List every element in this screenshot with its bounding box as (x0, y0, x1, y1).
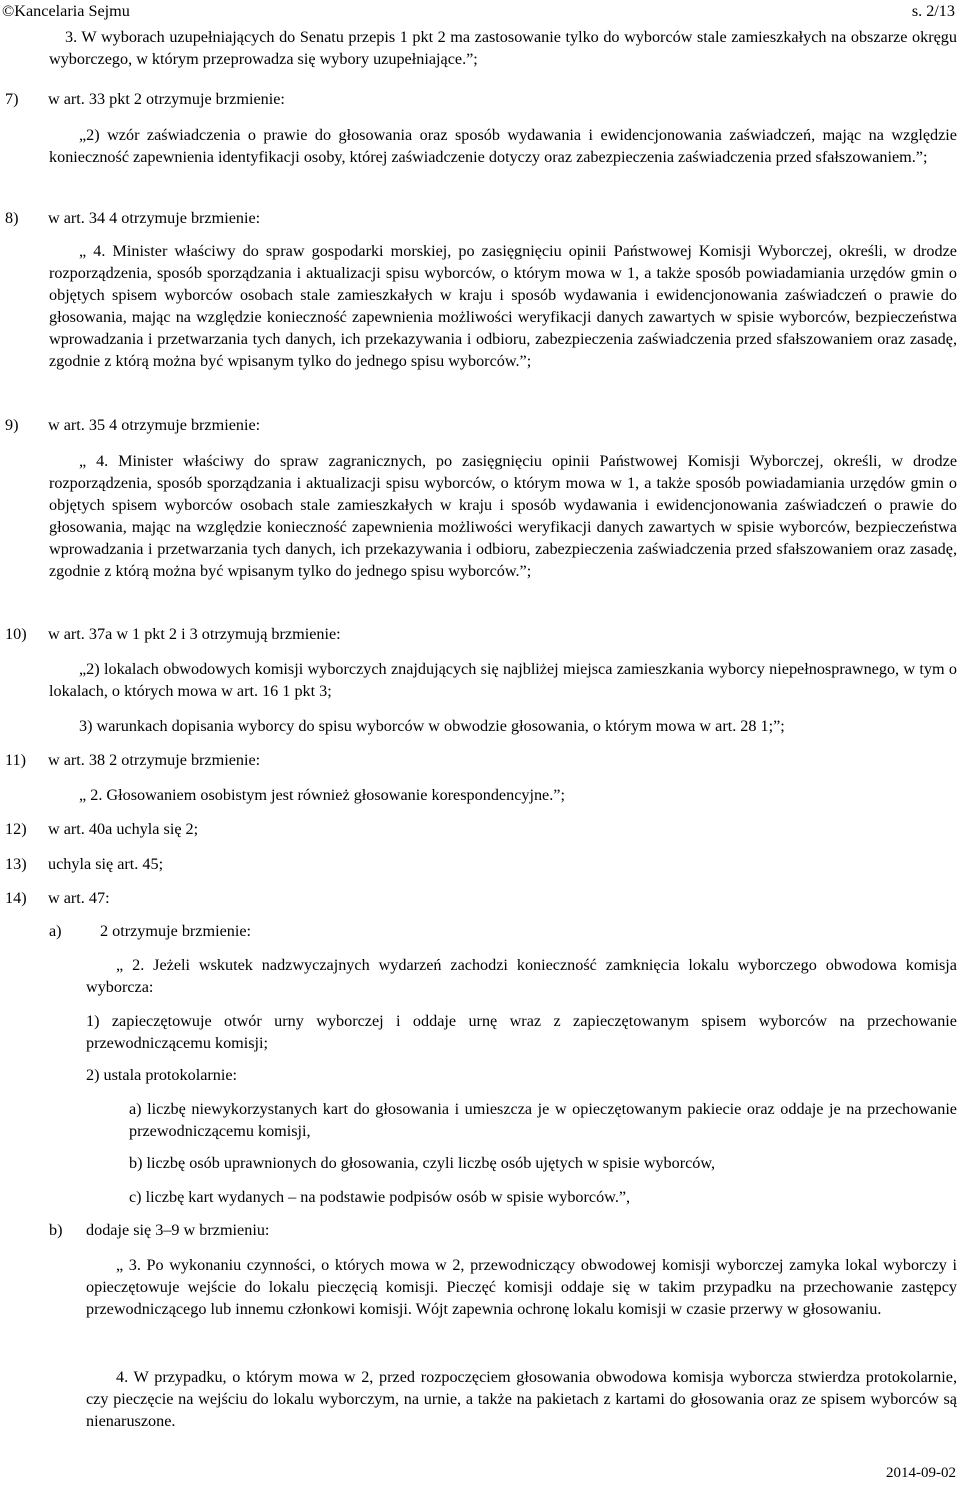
item-8-quote: „ 4. Minister właściwy do spraw gospodarki morskiej, po zasięgnięciu opinii Państwowej Komisji Wyborczej, określi, w drodze rozporządzenia, sposób sporządzania i aktualizacji spisu wyborców, o którym mowa w 1, a także sposób powiadamiania urzędów gmin o objętych spisem wyborców osobach stale zamieszkałych w kraju i sposób wydawania i ewidencjonowania zaświadczeń o prawie do głosowania, mając na względzie konieczność zapewnienia możliwości weryfikacji danych zawartych w spisie wyborców, bezpieczeństwa wprowadzania i przetwarzania tych danych, ich przekazywania i odbioru, zabezpieczenia zaświadczenia przed sfałszowaniem oraz zasadę, zgodnie z którą można być wpisanym tylko do jednego spisu wyborców.”; (49, 242, 957, 370)
item-14-number: 14) (5, 889, 27, 907)
item-14a-point-1: 1) zapieczętowuje otwór urny wyborczej i oddaje urnę wraz z zapieczętowanym spisem wyborców na przechowanie przewodniczącemu komisji; (86, 1012, 957, 1052)
item-14a-text: 2 otrzymuje brzmienie: (100, 922, 252, 940)
item-7-text: w art. 33 pkt 2 otrzymuje brzmienie: (48, 90, 285, 108)
publisher-label: ©Kancelaria Sejmu (2, 2, 130, 20)
item-12-number: 12) (5, 820, 27, 838)
item-11-number: 11) (5, 751, 26, 769)
item-14b-text: dodaje się 3–9 w brzmieniu: (86, 1221, 270, 1239)
item-14-text: w art. 47: (48, 889, 110, 907)
item-9-quote: „ 4. Minister właściwy do spraw zagranicznych, po zasięgnięciu opinii Państwowej Komisji Wyborczej, określi, w drodze rozporządzenia, sposób sporządzania i aktualizacji spisu wyborców, o którym mowa w 1, a także sposób powiadamiania urzędów gmin o objętych spisem wyborców osobach stale zamieszkałych w kraju i sposób wydawania i ewidencjonowania zaświadczeń o prawie do głosowania, mając na względzie konieczność zapewnienia możliwości weryfikacji danych zawartych w spisie wyborców, bezpieczeństwa wprowadzania i przetwarzania tych danych, ich przekazywania i odbioru, zabezpieczenia zaświadczenia przed sfałszowaniem oraz zasadę, zgodnie z którą można być wpisanym tylko do jednego spisu wyborców.”; (49, 452, 957, 580)
document-date: 2014-09-02 (886, 1465, 956, 1481)
item-8-number: 8) (5, 209, 19, 227)
item-13-text: uchyla się art. 45; (48, 855, 164, 873)
item-14b-section-4: 4. W przypadku, o którym mowa w 2, przed rozpoczęciem głosowania obwodowa komisja wyborcza stwierdza protokolarnie, czy pieczęcie na wejściu do lokalu wyborczym, na urnie, a także na pakietach z kartami do głosowania oraz ze spisem wyborców są nienaruszone. (86, 1368, 957, 1430)
item-9-text: w art. 35 4 otrzymuje brzmienie: (48, 416, 261, 434)
item-10-number: 10) (5, 625, 27, 643)
page-header (0, 0, 960, 22)
item-14a-point-2: 2) ustala protokolarnie: (86, 1066, 238, 1084)
item-10-quote-3: 3) warunkach dopisania wyborcy do spisu wyborców w obwodzie głosowania, o którym mowa w art. 28 1;”; (79, 717, 785, 735)
item-11-text: w art. 38 2 otrzymuje brzmienie: (48, 751, 261, 769)
item-10-quote-2: „2) lokalach obwodowych komisji wyborczych znajdujących się najbliżej miejsca zamieszkania wyborcy niepełnosprawnego, w tym o lokalach, o których mowa w art. 16 1 pkt 3; (49, 660, 957, 700)
item-14a-number: a) (49, 922, 62, 940)
item-13-number: 13) (5, 855, 27, 873)
item-11-quote: „ 2. Głosowaniem osobistym jest również głosowanie korespondencyjne.”; (79, 786, 565, 804)
item-14b-section-3: „ 3. Po wykonaniu czynności, o których mowa w 2, przewodniczący obwodowej komisji wyborczej zamyka lokal wyborczy i opieczętowuje wejście do lokalu pieczęcią komisji. Pieczęć komisji oddaje się w takim przypadku na przechowanie zastępcy przewodniczącego lub innemu członkowi komisji. Wójt zapewnia ochronę lokalu komisji w czasie przerwy w głosowaniu. (86, 1256, 957, 1318)
paragraph-3: 3. W wyborach uzupełniających do Senatu przepis 1 pkt 2 ma zastosowanie tylko do wyborców stale zamieszkałych na obszarze okręgu wyborczego, w którym przeprowadza się wybory uzupełniające.”; (49, 28, 957, 68)
item-14a-point-2a: a) liczbę niewykorzystanych kart do głosowania i umieszcza je w opieczętowanym pakiecie oraz oddaje je na przechowanie przewodniczącemu komisji, (129, 1100, 957, 1140)
item-10-text: w art. 37a w 1 pkt 2 i 3 otrzymują brzmienie: (48, 625, 341, 643)
item-14b-number: b) (49, 1221, 63, 1239)
item-8-text: w art. 34 4 otrzymuje brzmienie: (48, 209, 261, 227)
item-14a-point-2b: b) liczbę osób uprawnionych do głosowania, czyli liczbę osób ujętych w spisie wyborców, (129, 1154, 716, 1172)
item-9-number: 9) (5, 416, 19, 434)
item-14a-point-2c: c) liczbę kart wydanych – na podstawie podpisów osób w spisie wyborców.”, (129, 1188, 631, 1206)
item-12-text: w art. 40a uchyla się 2; (48, 820, 199, 838)
page-number: s. 2/13 (911, 2, 955, 20)
item-14a-quote: „ 2. Jeżeli wskutek nadzwyczajnych wydarzeń zachodzi konieczność zamknięcia lokalu wyborczego obwodowa komisja wyborcza: (86, 956, 957, 996)
item-7-quote: „2) wzór zaświadczenia o prawie do głosowania oraz sposób wydawania i ewidencjonowania zaświadczeń, mając na względzie konieczność zapewnienia identyfikacji osoby, której zaświadczenie dotyczy oraz zabezpieczenia zaświadczenia przed sfałszowaniem.”; (49, 126, 957, 166)
item-7-number: 7) (5, 90, 19, 108)
